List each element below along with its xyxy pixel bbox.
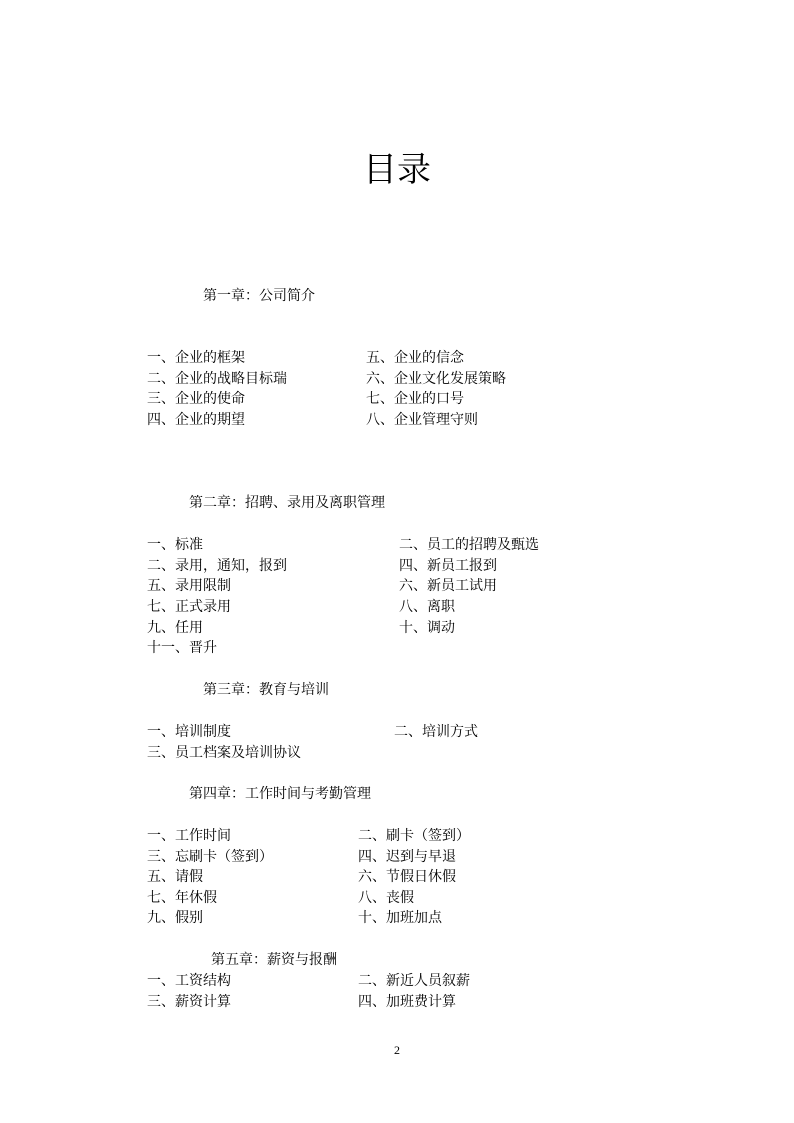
toc-item: 四、迟到与早退	[358, 849, 456, 865]
page-number: 2	[394, 1043, 400, 1057]
toc-item: 一、标准	[147, 537, 203, 553]
toc-item: 六、企业文化发展策略	[366, 371, 506, 387]
toc-item: 三、薪资计算	[147, 994, 231, 1010]
toc-item: 二、刷卡（签到）	[358, 828, 470, 844]
toc-item: 五、请假	[147, 869, 203, 885]
toc-item: 一、工作时间	[147, 828, 231, 844]
toc-item: 三、员工档案及培训协议	[147, 745, 301, 761]
toc-item: 二、录用，通知，报到	[147, 558, 287, 574]
toc-item: 二、新近人员叙薪	[358, 973, 470, 989]
toc-item: 二、企业的战略目标瑞	[147, 371, 287, 387]
toc-item: 九、任用	[147, 620, 203, 636]
toc-item: 十一、晋升	[147, 640, 217, 656]
toc-item: 三、企业的使命	[147, 391, 245, 407]
toc-item: 一、培训制度	[147, 724, 231, 740]
toc-item: 九、假别	[147, 910, 203, 926]
toc-item: 五、录用限制	[147, 578, 231, 594]
toc-item: 四、加班费计算	[358, 994, 456, 1010]
toc-item: 三、忘刷卡（签到）	[147, 849, 273, 865]
toc-item: 一、工资结构	[147, 973, 231, 989]
chapter-heading: 第三章：教育与培训	[203, 682, 329, 698]
toc-item: 七、正式录用	[147, 599, 231, 615]
toc-item: 八、企业管理守则	[366, 412, 478, 428]
toc-item: 一、企业的框架	[147, 350, 245, 366]
chapter-heading: 第二章：招聘、录用及离职管理	[189, 495, 385, 511]
toc-item: 七、企业的口号	[366, 391, 464, 407]
toc-item: 四、企业的期望	[147, 412, 245, 428]
toc-item: 五、企业的信念	[366, 350, 464, 366]
toc-item: 四、新员工报到	[399, 558, 497, 574]
toc-item: 二、培训方式	[394, 724, 478, 740]
toc-item: 六、节假日休假	[358, 869, 456, 885]
toc-item: 八、离职	[399, 599, 455, 615]
toc-item: 六、新员工试用	[399, 578, 497, 594]
chapter-heading: 第四章：工作时间与考勤管理	[189, 786, 371, 802]
chapter-heading: 第五章：薪资与报酬	[211, 952, 337, 968]
toc-item: 二、员工的招聘及甄选	[399, 537, 539, 553]
toc-item: 七、年休假	[147, 890, 217, 906]
chapter-heading: 第一章：公司简介	[203, 288, 315, 304]
page-title: 目录	[363, 150, 431, 190]
toc-item: 十、调动	[399, 620, 455, 636]
toc-item: 十、加班加点	[358, 910, 442, 926]
toc-item: 八、丧假	[358, 890, 414, 906]
